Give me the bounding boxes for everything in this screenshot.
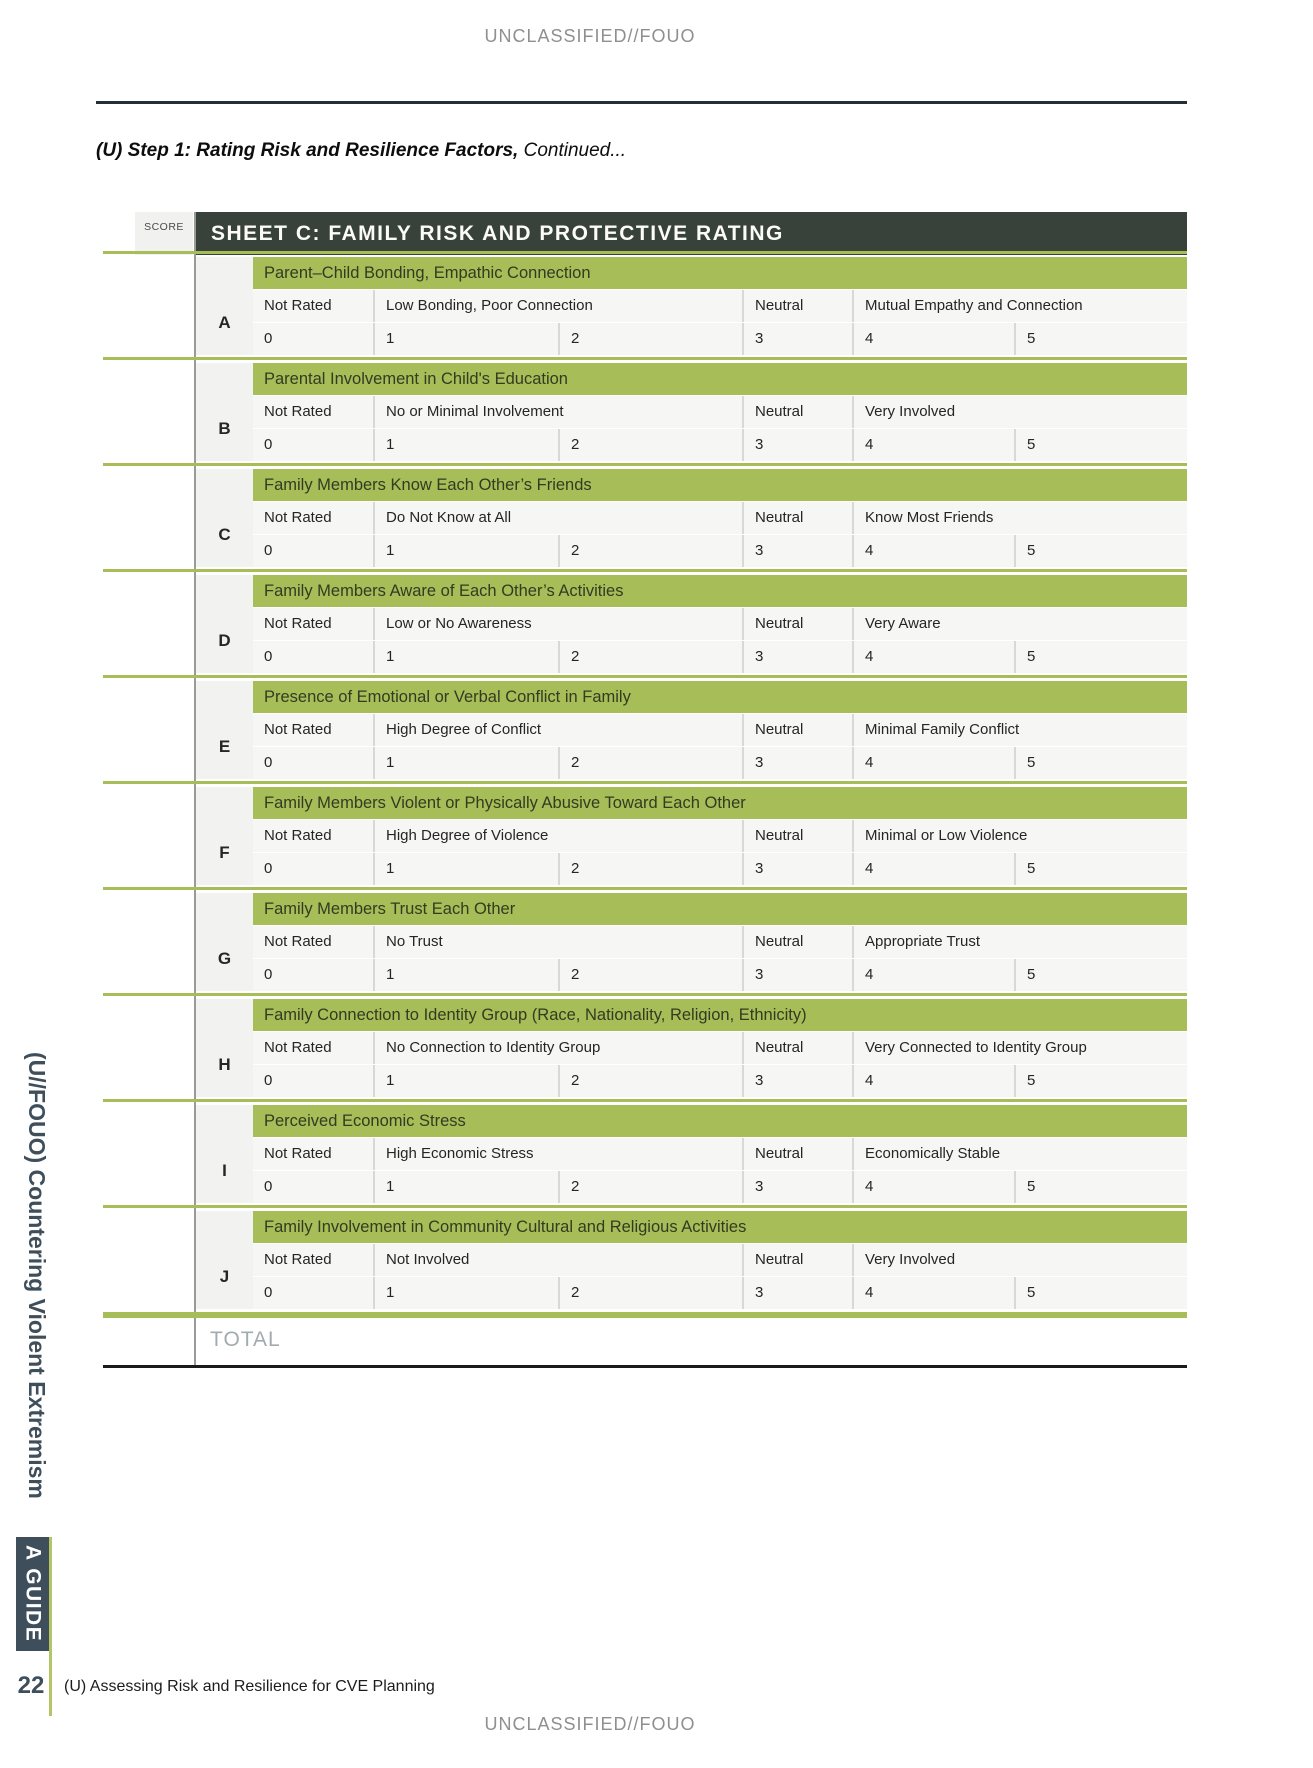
rating-block-content [253, 1211, 1187, 1309]
factor-title: Family Members Violent or Physically Abusive Toward Each Other [253, 787, 1187, 819]
rating-block-content [253, 469, 1187, 567]
low-anchor-label: Do Not Know at All [373, 502, 742, 534]
score-cell-4: 4 [852, 1065, 1014, 1097]
factor-title: Presence of Emotional or Verbal Conflict in Family [253, 681, 1187, 713]
score-cell-5: 5 [1014, 853, 1187, 885]
low-anchor-label: No Trust [373, 926, 742, 958]
anchor-label-row [253, 290, 1187, 322]
score-cell-3: 3 [742, 853, 852, 885]
low-anchor-label: Low or No Awareness [373, 608, 742, 640]
low-anchor-label: Low Bonding, Poor Connection [373, 290, 742, 322]
page-number: 22 [17, 1672, 45, 1699]
neutral-label: Neutral [742, 926, 852, 958]
high-anchor-label: Mutual Empathy and Connection [852, 290, 1187, 322]
score-column-header: SCORE [135, 212, 193, 255]
rating-block [103, 469, 1187, 567]
block-separator-line [103, 887, 1187, 890]
block-separator-line [103, 463, 1187, 466]
score-cell-1: 1 [373, 1171, 558, 1203]
score-cell-2: 2 [558, 747, 742, 779]
not-rated-label: Not Rated [264, 615, 332, 632]
neutral-label: Neutral [742, 396, 852, 428]
neutral-label: Neutral [742, 1244, 852, 1276]
rating-block-content [253, 999, 1187, 1097]
not-rated-label: Not Rated [264, 827, 332, 844]
row-letter: D [218, 630, 231, 650]
score-cell-4: 4 [852, 641, 1014, 673]
left-margin-spacer [103, 999, 196, 1097]
rating-block-content [253, 893, 1187, 991]
rating-block-content [253, 257, 1187, 355]
header-rule [96, 101, 1187, 104]
score-cell-1: 1 [373, 959, 558, 991]
high-anchor-label: Minimal or Low Violence [852, 820, 1187, 852]
low-anchor-label: High Degree of Violence [373, 820, 742, 852]
score-cell-3: 3 [742, 959, 852, 991]
score-cell-2: 2 [558, 853, 742, 885]
rating-block [103, 787, 1187, 885]
high-anchor-label: Know Most Friends [852, 502, 1187, 534]
score-scale-row [253, 1277, 1187, 1309]
block-separator-line [103, 251, 1187, 254]
anchor-label-row [253, 714, 1187, 746]
sidebar-vertical-title: (U//FOUO) Countering Violent Extremism [24, 1052, 50, 1499]
anchor-label-row [253, 1138, 1187, 1170]
score-cell-1: 1 [373, 1065, 558, 1097]
rating-block-content [253, 1105, 1187, 1203]
score-cell-4: 4 [852, 959, 1014, 991]
anchor-label-row [253, 926, 1187, 958]
low-anchor-label: No or Minimal Involvement [373, 396, 742, 428]
left-margin-spacer [103, 575, 196, 673]
high-anchor-label: Economically Stable [852, 1138, 1187, 1170]
rating-block [103, 999, 1187, 1097]
left-margin-spacer [103, 257, 196, 355]
score-cell-0: 0 [264, 966, 273, 983]
score-scale-row [253, 323, 1187, 355]
score-cell-2: 2 [558, 1065, 742, 1097]
high-anchor-label: Minimal Family Conflict [852, 714, 1187, 746]
rating-block [103, 893, 1187, 991]
row-letter: B [218, 418, 231, 438]
score-cell-1: 1 [373, 853, 558, 885]
high-anchor-label: Very Involved [852, 396, 1187, 428]
score-cell-0: 0 [264, 1178, 273, 1195]
classification-banner-bottom: UNCLASSIFIED//FOUO [484, 1714, 696, 1734]
factor-title: Family Involvement in Community Cultural and Religious Activities [253, 1211, 1187, 1243]
block-separator-line [103, 1099, 1187, 1102]
block-separator-line [103, 569, 1187, 572]
score-cell-1: 1 [373, 429, 558, 461]
score-cell-1: 1 [373, 747, 558, 779]
block-separator-line [103, 357, 1187, 360]
factor-title: Perceived Economic Stress [253, 1105, 1187, 1137]
score-scale-row [253, 853, 1187, 885]
factor-title: Family Members Aware of Each Other’s Activities [253, 575, 1187, 607]
score-cell-5: 5 [1014, 535, 1187, 567]
score-scale-row [253, 429, 1187, 461]
score-scale-row [253, 1171, 1187, 1203]
sheet-header-title: SHEET C: FAMILY RISK AND PROTECTIVE RATING [196, 212, 1187, 255]
left-margin-spacer [103, 787, 196, 885]
step-title-continued: Continued... [518, 140, 627, 161]
score-cell-2: 2 [558, 641, 742, 673]
high-anchor-label: Very Involved [852, 1244, 1187, 1276]
score-cell-5: 5 [1014, 323, 1187, 355]
not-rated-label: Not Rated [264, 509, 332, 526]
score-cell-0: 0 [264, 860, 273, 877]
score-cell-0: 0 [264, 330, 273, 347]
score-cell-2: 2 [558, 535, 742, 567]
score-cell-1: 1 [373, 641, 558, 673]
score-cell-1: 1 [373, 323, 558, 355]
neutral-label: Neutral [742, 608, 852, 640]
score-cell-3: 3 [742, 641, 852, 673]
score-cell-2: 2 [558, 1171, 742, 1203]
score-cell-5: 5 [1014, 429, 1187, 461]
anchor-label-row [253, 1032, 1187, 1064]
anchor-label-row [253, 1244, 1187, 1276]
score-cell-1: 1 [373, 535, 558, 567]
block-separator-line [103, 1205, 1187, 1208]
row-letter: H [218, 1054, 231, 1074]
score-cell-0: 0 [264, 648, 273, 665]
low-anchor-label: No Connection to Identity Group [373, 1032, 742, 1064]
score-cell-1: 1 [373, 1277, 558, 1309]
score-cell-5: 5 [1014, 1277, 1187, 1309]
rating-block [103, 1105, 1187, 1203]
left-margin-spacer [103, 469, 196, 567]
score-cell-5: 5 [1014, 1171, 1187, 1203]
neutral-label: Neutral [742, 1138, 852, 1170]
score-cell-5: 5 [1014, 747, 1187, 779]
rating-block [103, 575, 1187, 673]
sidebar-accent-line [49, 1537, 52, 1716]
score-scale-row [253, 1065, 1187, 1097]
block-separator-line [103, 993, 1187, 996]
rating-block-content [253, 787, 1187, 885]
anchor-label-row [253, 820, 1187, 852]
factor-title: Parent–Child Bonding, Empathic Connection [253, 257, 1187, 289]
not-rated-label: Not Rated [264, 1039, 332, 1056]
score-cell-0: 0 [264, 542, 273, 559]
row-letter: A [218, 312, 231, 332]
not-rated-label: Not Rated [264, 1251, 332, 1268]
not-rated-label: Not Rated [264, 403, 332, 420]
high-anchor-label: Appropriate Trust [852, 926, 1187, 958]
not-rated-label: Not Rated [264, 1145, 332, 1162]
not-rated-label: Not Rated [264, 297, 332, 314]
footer-document-title: (U) Assessing Risk and Resilience for CVE Planning [64, 1678, 435, 1695]
rating-blocks [103, 249, 1187, 1368]
high-anchor-label: Very Connected to Identity Group [852, 1032, 1187, 1064]
factor-title: Family Members Know Each Other’s Friends [253, 469, 1187, 501]
not-rated-label: Not Rated [264, 933, 332, 950]
anchor-label-row [253, 502, 1187, 534]
row-letter: E [218, 736, 231, 756]
score-cell-3: 3 [742, 1277, 852, 1309]
score-scale-row [253, 535, 1187, 567]
score-cell-3: 3 [742, 1065, 852, 1097]
score-cell-5: 5 [1014, 641, 1187, 673]
score-cell-5: 5 [1014, 959, 1187, 991]
row-letter: G [217, 948, 232, 968]
low-anchor-label: Not Involved [373, 1244, 742, 1276]
score-scale-row [253, 747, 1187, 779]
sidebar-guide-badge: A GUIDE [16, 1537, 49, 1651]
block-separator-line [103, 675, 1187, 678]
left-margin-spacer [103, 893, 196, 991]
factor-title: Family Connection to Identity Group (Race, Nationality, Religion, Ethnicity) [253, 999, 1187, 1031]
score-cell-0: 0 [264, 436, 273, 453]
rating-block-content [253, 681, 1187, 779]
anchor-label-row [253, 608, 1187, 640]
total-label: TOTAL [210, 1328, 281, 1351]
high-anchor-label: Very Aware [852, 608, 1187, 640]
neutral-label: Neutral [742, 502, 852, 534]
left-margin-spacer [103, 363, 196, 461]
rating-block [103, 681, 1187, 779]
classification-banner-top: UNCLASSIFIED//FOUO [484, 26, 696, 46]
neutral-label: Neutral [742, 714, 852, 746]
score-cell-0: 0 [264, 1072, 273, 1089]
neutral-label: Neutral [742, 1032, 852, 1064]
left-margin-spacer [103, 681, 196, 779]
total-row [103, 1318, 1187, 1368]
row-letter: J [219, 1266, 230, 1286]
anchor-label-row [253, 396, 1187, 428]
score-cell-3: 3 [742, 747, 852, 779]
step-title [96, 140, 626, 162]
score-cell-4: 4 [852, 747, 1014, 779]
not-rated-label: Not Rated [264, 721, 332, 738]
score-cell-2: 2 [558, 959, 742, 991]
score-cell-4: 4 [852, 853, 1014, 885]
neutral-label: Neutral [742, 820, 852, 852]
factor-title: Family Members Trust Each Other [253, 893, 1187, 925]
step-title-main: (U) Step 1: Rating Risk and Resilience Factors, [96, 140, 519, 161]
score-cell-3: 3 [742, 429, 852, 461]
rating-block-content [253, 575, 1187, 673]
score-cell-0: 0 [264, 1284, 273, 1301]
rating-block [103, 363, 1187, 461]
score-cell-2: 2 [558, 429, 742, 461]
rating-block-content [253, 363, 1187, 461]
low-anchor-label: High Degree of Conflict [373, 714, 742, 746]
score-scale-row [253, 641, 1187, 673]
row-letter: C [218, 524, 231, 544]
score-cell-4: 4 [852, 429, 1014, 461]
rating-block [103, 257, 1187, 355]
score-cell-0: 0 [264, 754, 273, 771]
left-margin-spacer [103, 1105, 196, 1203]
score-cell-3: 3 [742, 1171, 852, 1203]
score-cell-4: 4 [852, 1171, 1014, 1203]
score-cell-4: 4 [852, 323, 1014, 355]
factor-title: Parental Involvement in Child's Education [253, 363, 1187, 395]
score-cell-2: 2 [558, 323, 742, 355]
left-margin-spacer [103, 1211, 196, 1309]
row-letter: F [219, 842, 230, 862]
score-cell-2: 2 [558, 1277, 742, 1309]
neutral-label: Neutral [742, 290, 852, 322]
row-letter: I [222, 1160, 227, 1180]
rating-block [103, 1211, 1187, 1309]
score-cell-3: 3 [742, 323, 852, 355]
score-cell-4: 4 [852, 1277, 1014, 1309]
score-cell-4: 4 [852, 535, 1014, 567]
low-anchor-label: High Economic Stress [373, 1138, 742, 1170]
score-cell-3: 3 [742, 535, 852, 567]
score-cell-5: 5 [1014, 1065, 1187, 1097]
score-scale-row [253, 959, 1187, 991]
block-separator-line [103, 781, 1187, 784]
